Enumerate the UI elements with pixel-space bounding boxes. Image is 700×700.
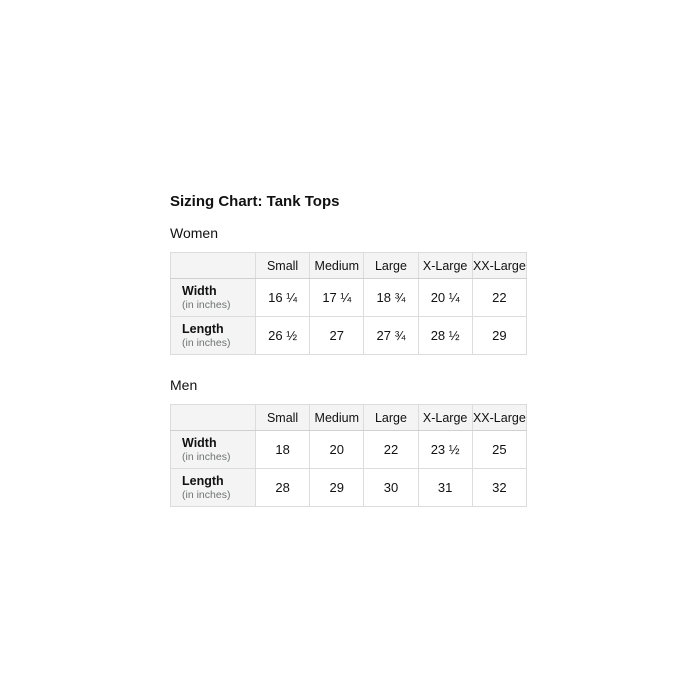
- row-sublabel: (in inches): [182, 298, 231, 311]
- size-value-cell: 31: [418, 469, 472, 507]
- column-header-xx-large: XX-Large: [472, 253, 526, 279]
- row-label: Length: [182, 321, 224, 336]
- row-sublabel: (in inches): [182, 488, 231, 501]
- column-header-large: Large: [364, 253, 418, 279]
- table-row-width: [171, 279, 527, 317]
- section-heading-women: Women: [170, 225, 218, 241]
- table-row-width: [171, 431, 527, 469]
- size-value-cell: 23 ½: [418, 431, 472, 469]
- size-value-cell: 22: [472, 279, 526, 317]
- section-men: [170, 377, 527, 507]
- row-sublabel: (in inches): [182, 450, 231, 463]
- size-value-cell: 22: [364, 431, 418, 469]
- row-header-length: [171, 317, 256, 355]
- size-value-cell: 30: [364, 469, 418, 507]
- size-value-cell: 17 ¼: [310, 279, 364, 317]
- size-value-cell: 29: [310, 469, 364, 507]
- column-header-x-large: X-Large: [418, 405, 472, 431]
- size-value-cell: 29: [472, 317, 526, 355]
- size-value-cell: 27 ¾: [364, 317, 418, 355]
- row-header-length: [171, 469, 256, 507]
- table-header-row: [171, 253, 527, 279]
- column-header-large: Large: [364, 405, 418, 431]
- column-header-small: Small: [256, 253, 310, 279]
- corner-cell: [171, 405, 256, 431]
- size-value-cell: 18: [256, 431, 310, 469]
- section-heading-men: Men: [170, 377, 198, 393]
- sizing-chart-content: [170, 193, 527, 507]
- page-title: Sizing Chart: Tank Tops: [170, 193, 340, 210]
- size-value-cell: 32: [472, 469, 526, 507]
- section-women: [170, 225, 527, 355]
- table-row-length: [171, 317, 527, 355]
- corner-cell: [171, 253, 256, 279]
- size-value-cell: 20 ¼: [418, 279, 472, 317]
- size-value-cell: 28: [256, 469, 310, 507]
- column-header-small: Small: [256, 405, 310, 431]
- table-header-row: [171, 405, 527, 431]
- row-header-width: [171, 279, 256, 317]
- row-label: Length: [182, 473, 224, 488]
- men-size-table: [170, 404, 527, 507]
- size-value-cell: 27: [310, 317, 364, 355]
- column-header-medium: Medium: [310, 405, 364, 431]
- column-header-xx-large: XX-Large: [472, 405, 526, 431]
- row-label: Width: [182, 283, 217, 298]
- size-value-cell: 25: [472, 431, 526, 469]
- table-row-length: [171, 469, 527, 507]
- size-value-cell: 16 ¼: [256, 279, 310, 317]
- column-header-medium: Medium: [310, 253, 364, 279]
- size-value-cell: 18 ¾: [364, 279, 418, 317]
- column-header-x-large: X-Large: [418, 253, 472, 279]
- size-value-cell: 20: [310, 431, 364, 469]
- row-header-width: [171, 431, 256, 469]
- women-size-table: [170, 252, 527, 355]
- size-value-cell: 26 ½: [256, 317, 310, 355]
- size-value-cell: 28 ½: [418, 317, 472, 355]
- row-sublabel: (in inches): [182, 336, 231, 349]
- row-label: Width: [182, 435, 217, 450]
